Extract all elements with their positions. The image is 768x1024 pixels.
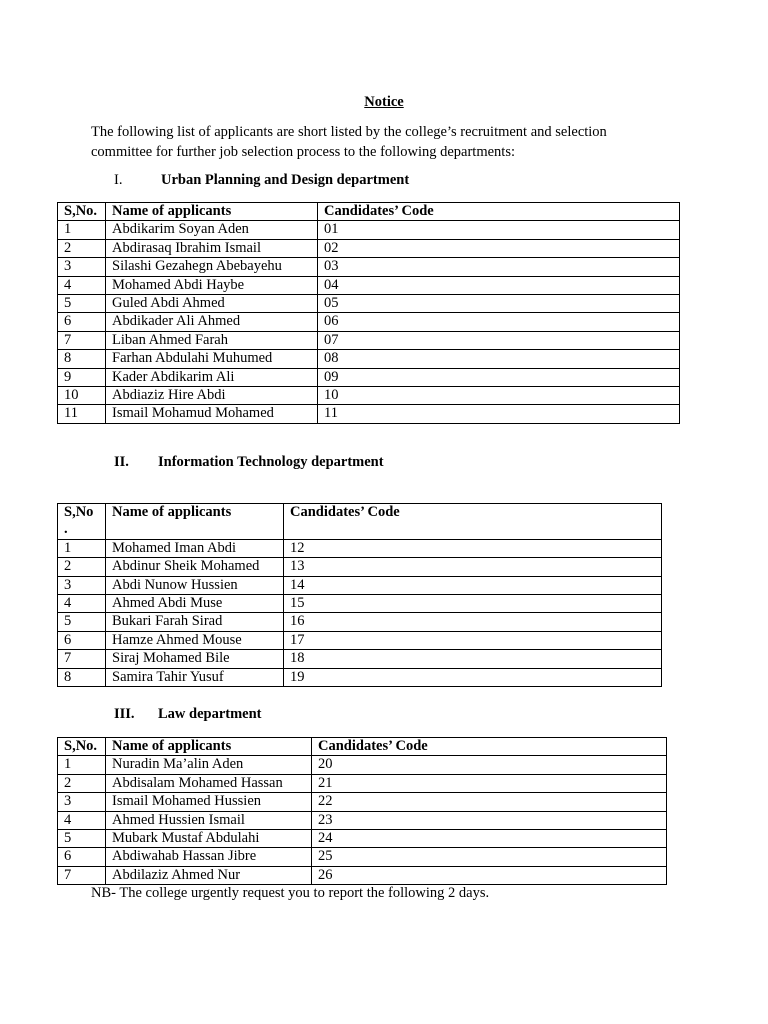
table-header-row xyxy=(58,203,680,221)
cell-serial-number: 2 xyxy=(58,239,106,257)
cell-serial-number: 2 xyxy=(58,558,106,576)
cell-candidate-code: 16 xyxy=(284,613,662,631)
cell-applicant-name: Kader Abdikarim Ali xyxy=(106,368,318,386)
table-row xyxy=(58,313,680,331)
cell-applicant-name: Abdiwahab Hassan Jibre xyxy=(106,848,312,866)
cell-candidate-code: 09 xyxy=(318,368,680,386)
cell-candidate-code: 03 xyxy=(318,258,680,276)
table-row xyxy=(58,756,667,774)
cell-candidate-code: 13 xyxy=(284,558,662,576)
cell-serial-number: 6 xyxy=(58,313,106,331)
cell-candidate-code: 02 xyxy=(318,239,680,257)
table-row xyxy=(58,258,680,276)
header-applicant-name: Name of applicants xyxy=(106,738,312,756)
cell-serial-number: 5 xyxy=(58,613,106,631)
cell-serial-number: 3 xyxy=(58,576,106,594)
table-row xyxy=(58,239,680,257)
cell-serial-number: 5 xyxy=(58,830,106,848)
header-candidate-code: Candidates’ Code xyxy=(318,203,680,221)
table-row xyxy=(58,295,680,313)
cell-candidate-code: 21 xyxy=(312,774,667,792)
cell-candidate-code: 23 xyxy=(312,811,667,829)
cell-applicant-name: Abdirasaq Ibrahim Ismail xyxy=(106,239,318,257)
cell-serial-number: 1 xyxy=(58,539,106,557)
cell-candidate-code: 11 xyxy=(318,405,680,423)
table-header-row xyxy=(58,738,667,756)
section-title: Information Technology department xyxy=(158,454,384,470)
cell-serial-number: 3 xyxy=(58,258,106,276)
cell-serial-number: 10 xyxy=(58,387,106,405)
table-row xyxy=(58,368,680,386)
cell-applicant-name: Ahmed Abdi Muse xyxy=(106,595,284,613)
header-serial-number: S,No. xyxy=(58,203,106,221)
table-row xyxy=(58,539,662,557)
cell-serial-number: 7 xyxy=(58,866,106,884)
cell-applicant-name: Bukari Farah Sirad xyxy=(106,613,284,631)
cell-candidate-code: 26 xyxy=(312,866,667,884)
intro-paragraph: The following list of applicants are short listed by the college’s recruitment and selection committee for further job selection process to the following departments: xyxy=(91,124,607,160)
table-row xyxy=(58,793,667,811)
cell-candidate-code: 17 xyxy=(284,631,662,649)
cell-candidate-code: 06 xyxy=(318,313,680,331)
cell-applicant-name: Samira Tahir Yusuf xyxy=(106,668,284,686)
section-numeral: II. xyxy=(114,454,129,470)
header-candidate-code: Candidates’ Code xyxy=(284,504,662,540)
cell-applicant-name: Abdiaziz Hire Abdi xyxy=(106,387,318,405)
cell-serial-number: 9 xyxy=(58,368,106,386)
cell-serial-number: 7 xyxy=(58,331,106,349)
cell-applicant-name: Abdilaziz Ahmed Nur xyxy=(106,866,312,884)
cell-serial-number: 7 xyxy=(58,650,106,668)
table-row xyxy=(58,558,662,576)
cell-applicant-name: Mohamed Iman Abdi xyxy=(106,539,284,557)
cell-applicant-name: Siraj Mohamed Bile xyxy=(106,650,284,668)
notice-title: Notice xyxy=(364,94,404,110)
cell-candidate-code: 22 xyxy=(312,793,667,811)
section-title: Law department xyxy=(158,706,262,722)
table-row xyxy=(58,774,667,792)
cell-applicant-name: Abdi Nunow Hussien xyxy=(106,576,284,594)
cell-serial-number: 8 xyxy=(58,668,106,686)
table-row xyxy=(58,276,680,294)
cell-applicant-name: Ismail Mohamud Mohamed xyxy=(106,405,318,423)
table-row xyxy=(58,613,662,631)
cell-candidate-code: 24 xyxy=(312,830,667,848)
cell-applicant-name: Nuradin Ma’alin Aden xyxy=(106,756,312,774)
cell-serial-number: 11 xyxy=(58,405,106,423)
section-title: Urban Planning and Design department xyxy=(161,172,410,188)
section-numeral: III. xyxy=(114,706,135,722)
cell-applicant-name: Mohamed Abdi Haybe xyxy=(106,276,318,294)
table-row xyxy=(58,848,667,866)
table-row xyxy=(58,830,667,848)
header-serial-number: S,No. xyxy=(58,738,106,756)
footer-note: NB- The college urgently request you to report the following 2 days. xyxy=(91,885,490,901)
cell-candidate-code: 01 xyxy=(318,221,680,239)
table-row xyxy=(58,866,667,884)
cell-candidate-code: 05 xyxy=(318,295,680,313)
cell-candidate-code: 25 xyxy=(312,848,667,866)
table-row xyxy=(58,221,680,239)
table-row xyxy=(58,595,662,613)
cell-serial-number: 5 xyxy=(58,295,106,313)
cell-applicant-name: Mubark Mustaf Abdulahi xyxy=(106,830,312,848)
cell-serial-number: 3 xyxy=(58,793,106,811)
applicants-table-information-technology xyxy=(57,503,662,687)
cell-candidate-code: 19 xyxy=(284,668,662,686)
header-serial-number: S,No . xyxy=(58,504,106,540)
cell-applicant-name: Guled Abdi Ahmed xyxy=(106,295,318,313)
applicants-table-law xyxy=(57,737,667,885)
cell-applicant-name: Abdinur Sheik Mohamed xyxy=(106,558,284,576)
table-row xyxy=(58,668,662,686)
cell-serial-number: 2 xyxy=(58,774,106,792)
cell-candidate-code: 15 xyxy=(284,595,662,613)
cell-candidate-code: 20 xyxy=(312,756,667,774)
table-row xyxy=(58,631,662,649)
table-row xyxy=(58,331,680,349)
cell-applicant-name: Abdikader Ali Ahmed xyxy=(106,313,318,331)
cell-serial-number: 4 xyxy=(58,595,106,613)
table-row xyxy=(58,576,662,594)
section-numeral: I. xyxy=(114,172,123,188)
header-applicant-name: Name of applicants xyxy=(106,203,318,221)
table-row xyxy=(58,405,680,423)
cell-candidate-code: 07 xyxy=(318,331,680,349)
cell-applicant-name: Ahmed Hussien Ismail xyxy=(106,811,312,829)
cell-applicant-name: Farhan Abdulahi Muhumed xyxy=(106,350,318,368)
header-candidate-code: Candidates’ Code xyxy=(312,738,667,756)
cell-candidate-code: 18 xyxy=(284,650,662,668)
table-row xyxy=(58,650,662,668)
cell-serial-number: 1 xyxy=(58,756,106,774)
cell-candidate-code: 10 xyxy=(318,387,680,405)
cell-applicant-name: Liban Ahmed Farah xyxy=(106,331,318,349)
cell-candidate-code: 08 xyxy=(318,350,680,368)
cell-serial-number: 4 xyxy=(58,276,106,294)
cell-candidate-code: 14 xyxy=(284,576,662,594)
cell-serial-number: 4 xyxy=(58,811,106,829)
cell-applicant-name: Abdikarim Soyan Aden xyxy=(106,221,318,239)
table-row xyxy=(58,811,667,829)
cell-applicant-name: Ismail Mohamed Hussien xyxy=(106,793,312,811)
header-applicant-name: Name of applicants xyxy=(106,504,284,540)
cell-serial-number: 6 xyxy=(58,631,106,649)
cell-serial-number: 6 xyxy=(58,848,106,866)
cell-applicant-name: Silashi Gezahegn Abebayehu xyxy=(106,258,318,276)
table-header-row xyxy=(58,504,662,540)
table-row xyxy=(58,387,680,405)
cell-serial-number: 1 xyxy=(58,221,106,239)
cell-applicant-name: Hamze Ahmed Mouse xyxy=(106,631,284,649)
cell-applicant-name: Abdisalam Mohamed Hassan xyxy=(106,774,312,792)
applicants-table-urban-planning xyxy=(57,202,680,424)
table-row xyxy=(58,350,680,368)
cell-serial-number: 8 xyxy=(58,350,106,368)
cell-candidate-code: 04 xyxy=(318,276,680,294)
cell-candidate-code: 12 xyxy=(284,539,662,557)
